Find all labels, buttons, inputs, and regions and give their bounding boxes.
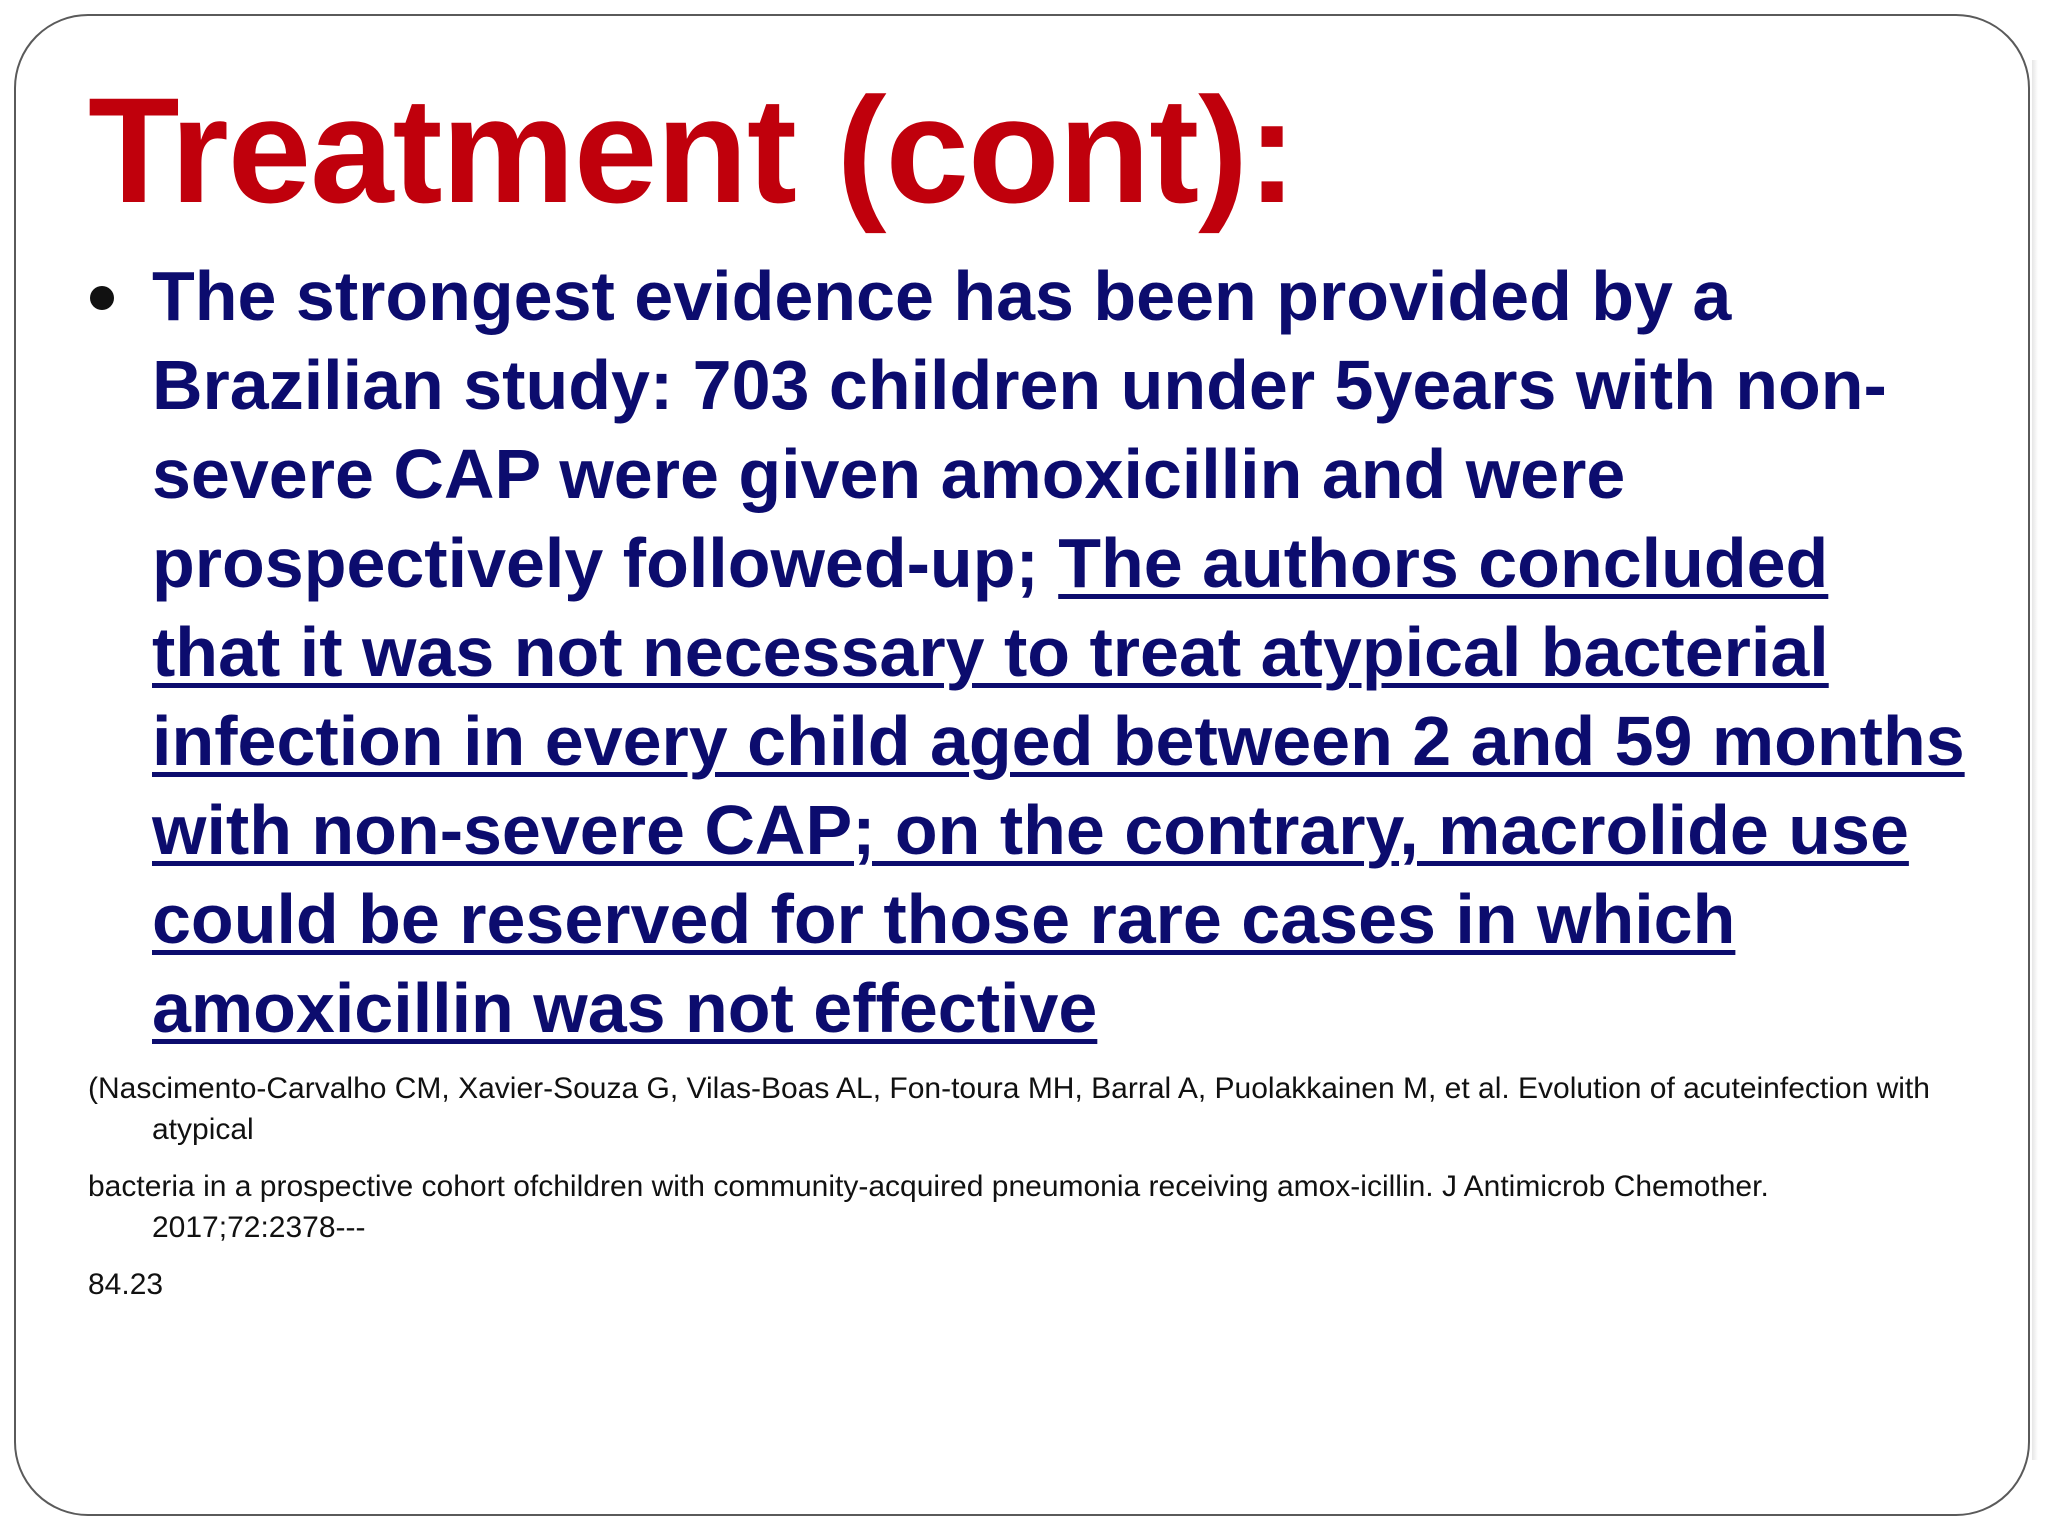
- bullet-point: [88, 252, 1968, 1053]
- reference-line-2: bacteria in a prospective cohort ofchildren with community-acquired pneumonia receiving amox-icillin. J Antimicrob Chemother. 2017;72:2378---: [88, 1170, 1769, 1244]
- bullet-plain-text: The strongest evidence has been provided by a Brazilian study: 703 children under 5years with non-severe CAP were given amoxicillin and were prospectively followed-up;: [152, 257, 1887, 602]
- reference-block: [88, 1068, 1948, 1321]
- reference-line-3: 84.23: [88, 1268, 164, 1301]
- reference-line-1: (Nascimento-Carvalho CM, Xavier-Souza G, Vilas-Boas AL, Fon-toura MH, Barral A, Puolakkainen M, et al. Evolution of acuteinfection with atypical: [88, 1072, 1930, 1146]
- slide-title: Treatment (cont):: [88, 66, 1297, 234]
- bullet-text: [152, 252, 1968, 1053]
- slide-shadow-edge: [2032, 60, 2038, 1460]
- bullet-underlined-conclusion: The authors concluded that it was not necessary to treat atypical bacterial infection in every child aged between 2 and 59 months with non-severe CAP; on the contrary, macrolide use could be reserved for those rare cases in which amoxicillin was not effective: [152, 524, 1965, 1047]
- bullet-dot-icon: [90, 286, 114, 310]
